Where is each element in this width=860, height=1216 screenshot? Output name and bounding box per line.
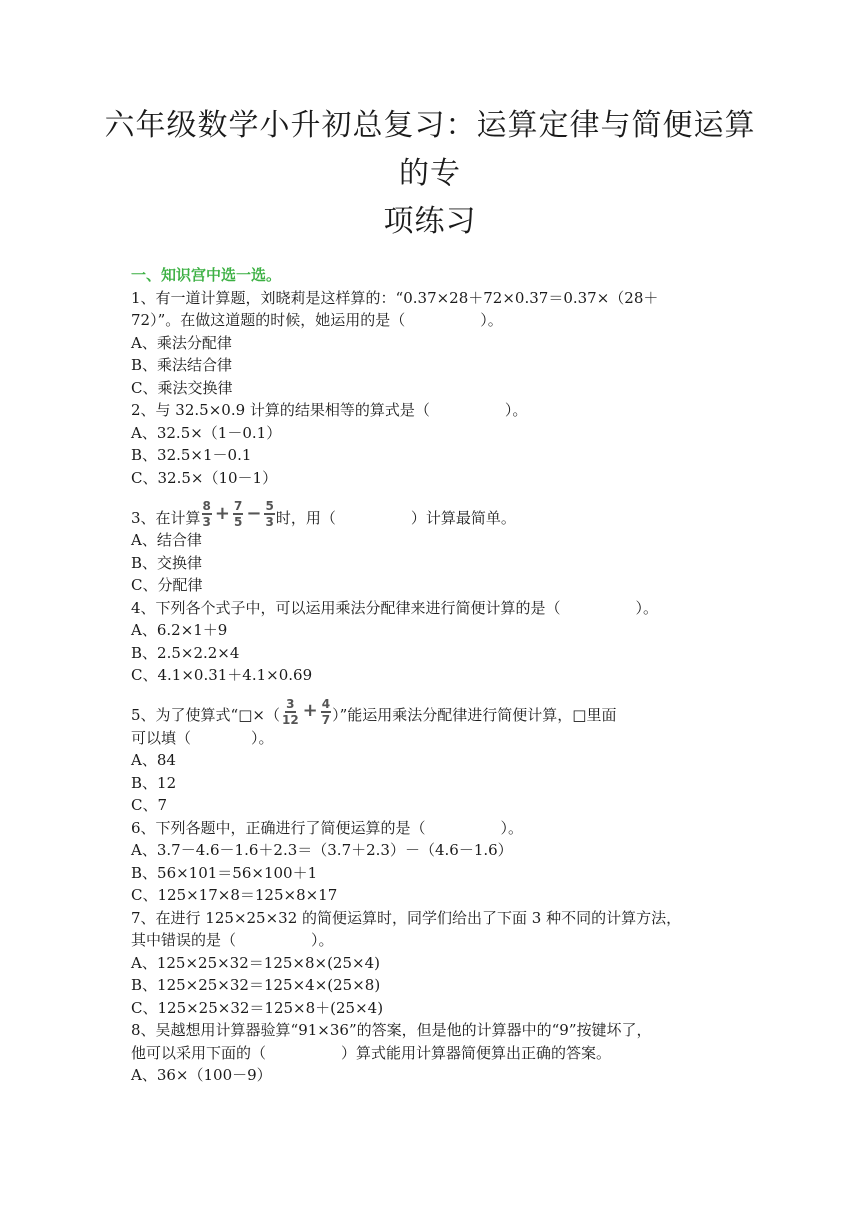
q3-expression — [201, 499, 276, 529]
q5-frac1-den: 12 — [281, 712, 299, 727]
q6-option-a: A、3.7－4.6－1.6＋2.3＝（3.7＋2.3）－（4.6－1.6） — [131, 841, 513, 859]
q7-option-b: B、125×25×32＝125×4×(25×8) — [131, 976, 381, 994]
q5-option-a: A、84 — [131, 751, 176, 769]
q7-option-c: C、125×25×32＝125×8＋(25×4) — [131, 998, 384, 1017]
q5-frac2-den: 7 — [321, 712, 331, 727]
q1-option-c: C、乘法交换律 — [131, 378, 233, 397]
q7-option-a: A、125×25×32＝125×8×(25×4) — [131, 953, 380, 972]
q8-option-a: A、36×（100－9） — [131, 1066, 272, 1084]
q3-frac2-num: 7 — [234, 499, 243, 513]
q5-option-c: C、7 — [131, 796, 168, 814]
q3-option-a: A、结合律 — [131, 531, 202, 549]
q7-line-2: 其中错误的是（ ）。 — [131, 931, 334, 949]
q4-line-1: 4、下列各个式子中，可以运用乘法分配律来进行简便计算的是（ ）。 — [131, 598, 659, 617]
q5-prefix: 5、为了使算式“□×（ — [131, 706, 280, 724]
q5-expression — [280, 697, 332, 727]
q6-line-1: 6、下列各题中，正确进行了简便运算的是（ ）。 — [131, 818, 524, 837]
title-line-2: 项练习 — [383, 204, 477, 239]
q5-option-b: B、12 — [131, 773, 177, 792]
q3-frac1-num: 8 — [202, 499, 211, 513]
q3-op-1: + — [214, 502, 230, 524]
q5-fraction-2 — [321, 697, 331, 727]
q3-op-2: − — [246, 502, 262, 524]
q3-fraction-1 — [202, 499, 212, 529]
q1-option-a: A、乘法分配律 — [131, 333, 232, 352]
question-list — [131, 264, 731, 1087]
q2-option-a: A、32.5×（1－0.1） — [131, 423, 282, 442]
q5-frac2-num: 4 — [321, 696, 331, 711]
q7-line-1: 7、在进行 125×25×32 的简便运算时，同学们给出了下面 3 种不同的计算方法， — [131, 908, 682, 927]
q3-fraction-2 — [233, 499, 243, 529]
q1-line-1: 1、有一道计算题，刘晓莉是这样算的：“0.37×28＋72×0.37＝0.37×（28＋ — [131, 288, 659, 307]
title-line-1: 六年级数学小升初总复习：运算定律与简便运算的专 — [104, 108, 756, 191]
q3-frac2-den: 5 — [234, 515, 243, 529]
q8-line-1: 8、吴越想用计算器验算“91×36”的答案，但是他的计算器中的“9”按键坏了， — [131, 1021, 652, 1039]
q6-option-b: B、56×101＝56×100＋1 — [131, 863, 318, 882]
document-title — [100, 102, 760, 246]
q5-line-1 — [131, 687, 731, 727]
q3-frac3-num: 5 — [265, 499, 274, 513]
q3-suffix: 时，用（ ）计算最简单。 — [275, 508, 516, 527]
q6-option-c: C、125×17×8＝125×8×17 — [131, 886, 338, 904]
q4-option-a: A、6.2×1＋9 — [131, 621, 228, 639]
q2-line-1: 2、与 32.5×0.9 计算的结果相等的算式是（ ）。 — [131, 401, 528, 419]
q2-option-b: B、32.5×1－0.1 — [131, 446, 252, 464]
q1-line-2: 72）”。在做这道题的时候，她运用的是（ ）。 — [131, 311, 503, 329]
q3-line-1 — [131, 489, 731, 529]
q8-line-2: 他可以采用下面的（ ）算式能用计算器简便算出正确的答案。 — [131, 1043, 612, 1062]
q5-suffix: ）”能运用乘法分配律进行简便计算，□里面 — [332, 706, 617, 724]
q1-option-b: B、乘法结合律 — [131, 356, 233, 374]
q3-option-b: B、交换律 — [131, 553, 203, 572]
q3-prefix: 3、在计算 — [131, 508, 201, 527]
q5-op: + — [302, 700, 318, 722]
q5-fraction-1 — [281, 697, 300, 727]
q2-option-c: C、32.5×（10－1） — [131, 468, 278, 487]
q5-frac1-num: 3 — [286, 696, 295, 711]
q3-option-c: C、分配律 — [131, 576, 203, 594]
q5-line-2: 可以填（ ）。 — [131, 728, 274, 747]
q4-option-b: B、2.5×2.2×4 — [131, 643, 240, 662]
q3-frac1-den: 3 — [202, 515, 211, 529]
q3-fraction-3 — [264, 499, 274, 529]
section-heading: 一、知识宫中选一选。 — [131, 266, 282, 284]
q4-option-c: C、4.1×0.31＋4.1×0.69 — [131, 666, 313, 684]
q3-frac3-den: 3 — [265, 515, 274, 529]
